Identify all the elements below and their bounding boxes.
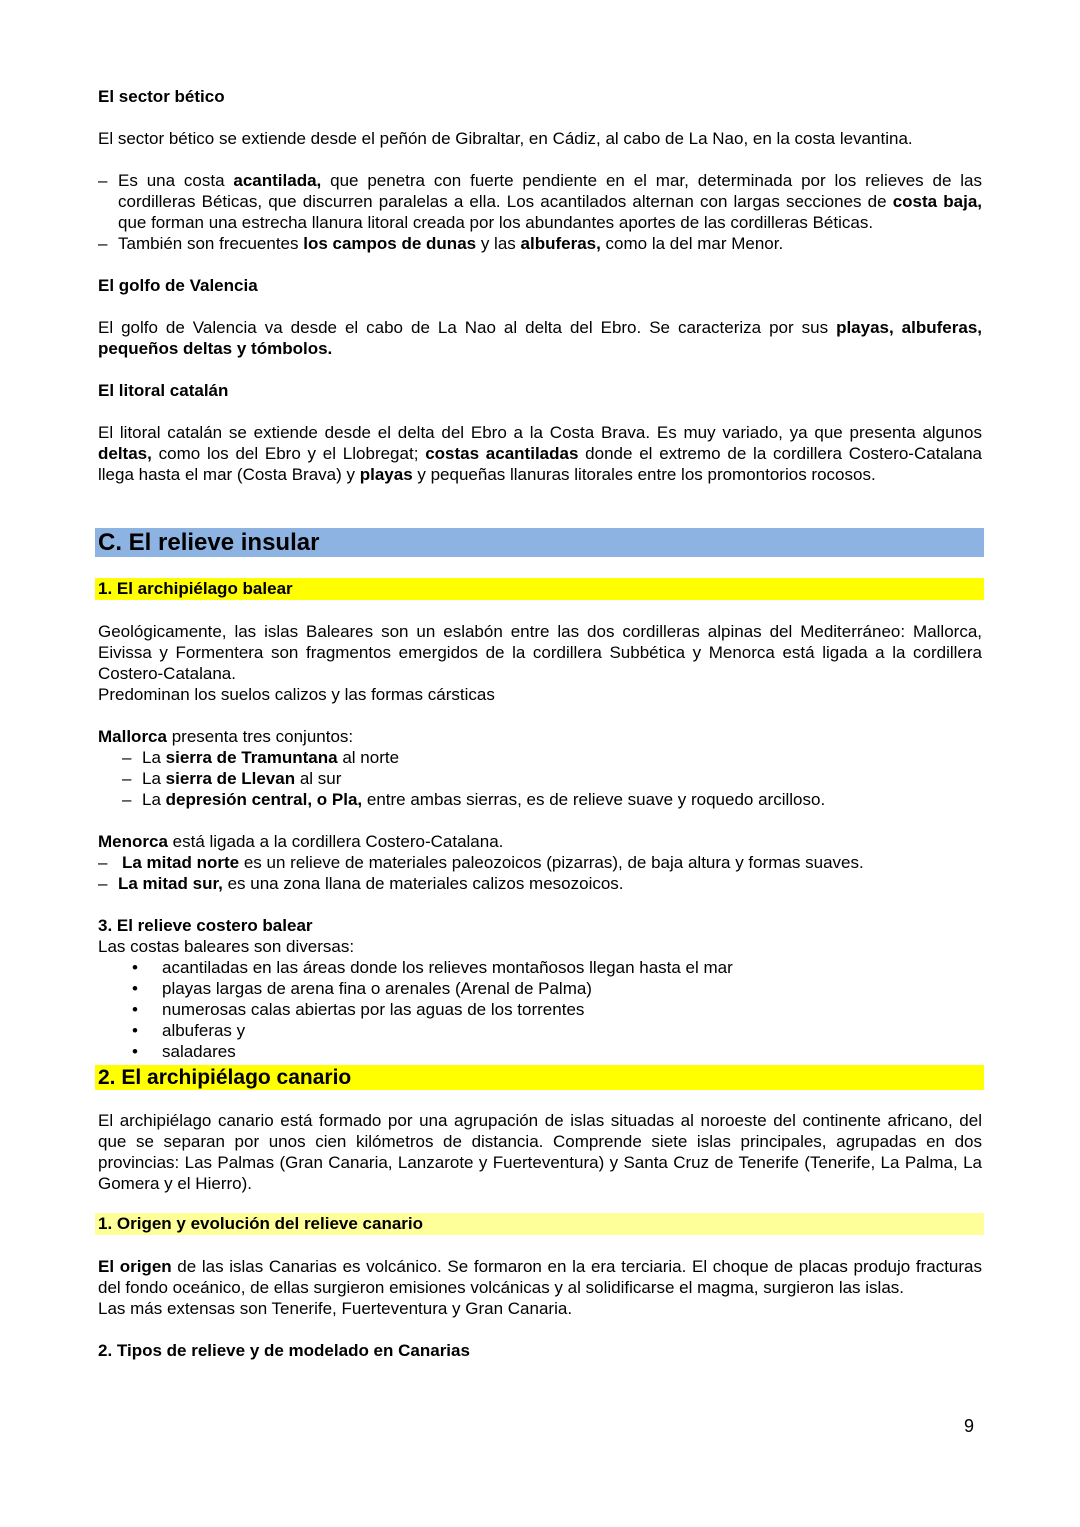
betico-intro: El sector bético se extiende desde el peñón de Gibraltar, en Cádiz, al cabo de La Nao, en la costa levantina. <box>98 129 913 148</box>
list-item: • numerosas calas abiertas por las aguas de los torrentes <box>132 1000 585 1019</box>
dash-marker: – <box>98 171 108 190</box>
valencia-paragraph: El golfo de Valencia va desde el cabo de La Nao al delta del Ebro. Se caracteriza por sus playas, albuferas, pequeños deltas y tómbolos. <box>98 318 982 358</box>
menorca-item: – La mitad sur, es una zona llana de materiales calizos mesozoicos. <box>98 874 624 893</box>
list-item: • acantiladas en las áreas donde los relieves montañosos llegan hasta el mar <box>132 958 733 977</box>
canario-origen-body <box>98 1256 982 1361</box>
document-body-top <box>98 86 982 485</box>
canario-paragraph-1: El archipiélago canario está formado por una agrupación de islas situadas al noroeste del continente africano, del que se separan por unos cien kilómetros de distancia. Comprende siete islas principales, agrupadas en dos provincias: Las Palmas (Gran Canaria, Lanzarote y Fuerteventura) y Santa Cruz de Tenerife (Tenerife, La Palma, La Gomera y el Hierro). <box>98 1111 982 1193</box>
origen-paragraph: El origen de las islas Canarias es volcánico. Se formaron en la era terciaria. El choque de placas produjo fracturas del fondo oceánico, de ellas surgieron emisiones volcánicas y al solidificarse el magma, surgieron las islas. <box>98 1257 982 1297</box>
heading-litoral-catalan: El litoral catalán <box>98 381 229 400</box>
balear-body <box>98 621 982 1062</box>
origen-paragraph-2: Las más extensas son Tenerife, Fuerteventura y Gran Canaria. <box>98 1299 573 1318</box>
menorca-intro: Menorca está ligada a la cordillera Costero-Catalana. <box>98 832 504 851</box>
section-c-heading: C. El relieve insular <box>95 528 984 557</box>
mallorca-item: – La sierra de Tramuntana al norte <box>122 748 400 767</box>
heading-golfo-valencia: El golfo de Valencia <box>98 276 258 295</box>
catalan-paragraph: El litoral catalán se extiende desde el delta del Ebro a la Costa Brava. Es muy variado, ya que presenta algunos deltas, como los del Ebro y el Llobregat; costas acantiladas donde el extremo de la cordillera Costero-Catalana llega hasta el mar (Costa Brava) y playas y pequeñas llanuras litorales entre los promontorios rocosos. <box>98 423 982 484</box>
list-item: • saladares <box>132 1042 236 1061</box>
mallorca-item: – La sierra de Llevan al sur <box>122 769 342 788</box>
betico-item-1: – Es una costa acantilada, que penetra con fuerte pendiente en el mar, determinada por los relieves de las cordilleras Béticas, que discurren paralelas a ella. Los acantilados alternan con largas secciones de costa baja, que forman una estrecha llanura litoral creada por los abundantes aportes de las cordilleras Béticas. <box>98 171 982 232</box>
heading-archipielago-balear: 1. El archipiélago balear <box>95 578 984 600</box>
balear-paragraph-1: Geológicamente, las islas Baleares son un eslabón entre las dos cordilleras alpinas del Mediterráneo: Mallorca, Eivissa y Formentera son fragmentos emergidos de la cordillera Subbética y Menorca está ligada a la cordillera Costero-Catalana. <box>98 622 982 683</box>
heading-tipos-relieve-canarias: 2. Tipos de relieve y de modelado en Canarias <box>98 1341 470 1360</box>
balear-paragraph-2: Predominan los suelos calizos y las formas cársticas <box>98 685 495 704</box>
mallorca-item: – La depresión central, o Pla, entre ambas sierras, es de relieve suave y roquedo arcilloso. <box>122 790 826 809</box>
heading-relieve-costero-balear: 3. El relieve costero balear <box>98 916 313 935</box>
betico-item-2: – También son frecuentes los campos de dunas y las albuferas, como la del mar Menor. <box>98 234 784 253</box>
canario-body <box>98 1110 982 1194</box>
heading-sector-betico: El sector bético <box>98 87 225 106</box>
menorca-item: – La mitad norte es un relieve de materiales paleozoicos (pizarras), de baja altura y formas suaves. <box>98 853 864 872</box>
list-item: • albuferas y <box>132 1021 246 1040</box>
heading-origen-relieve-canario: 1. Origen y evolución del relieve canario <box>95 1213 984 1235</box>
list-item: • playas largas de arena fina o arenales (Arenal de Palma) <box>132 979 592 998</box>
mallorca-intro: Mallorca presenta tres conjuntos: <box>98 727 354 746</box>
dash-marker: – <box>98 234 108 253</box>
page-number: 9 <box>964 1416 975 1436</box>
costero-intro: Las costas baleares son diversas: <box>98 937 355 956</box>
heading-archipielago-canario: 2. El archipiélago canario <box>95 1065 984 1090</box>
